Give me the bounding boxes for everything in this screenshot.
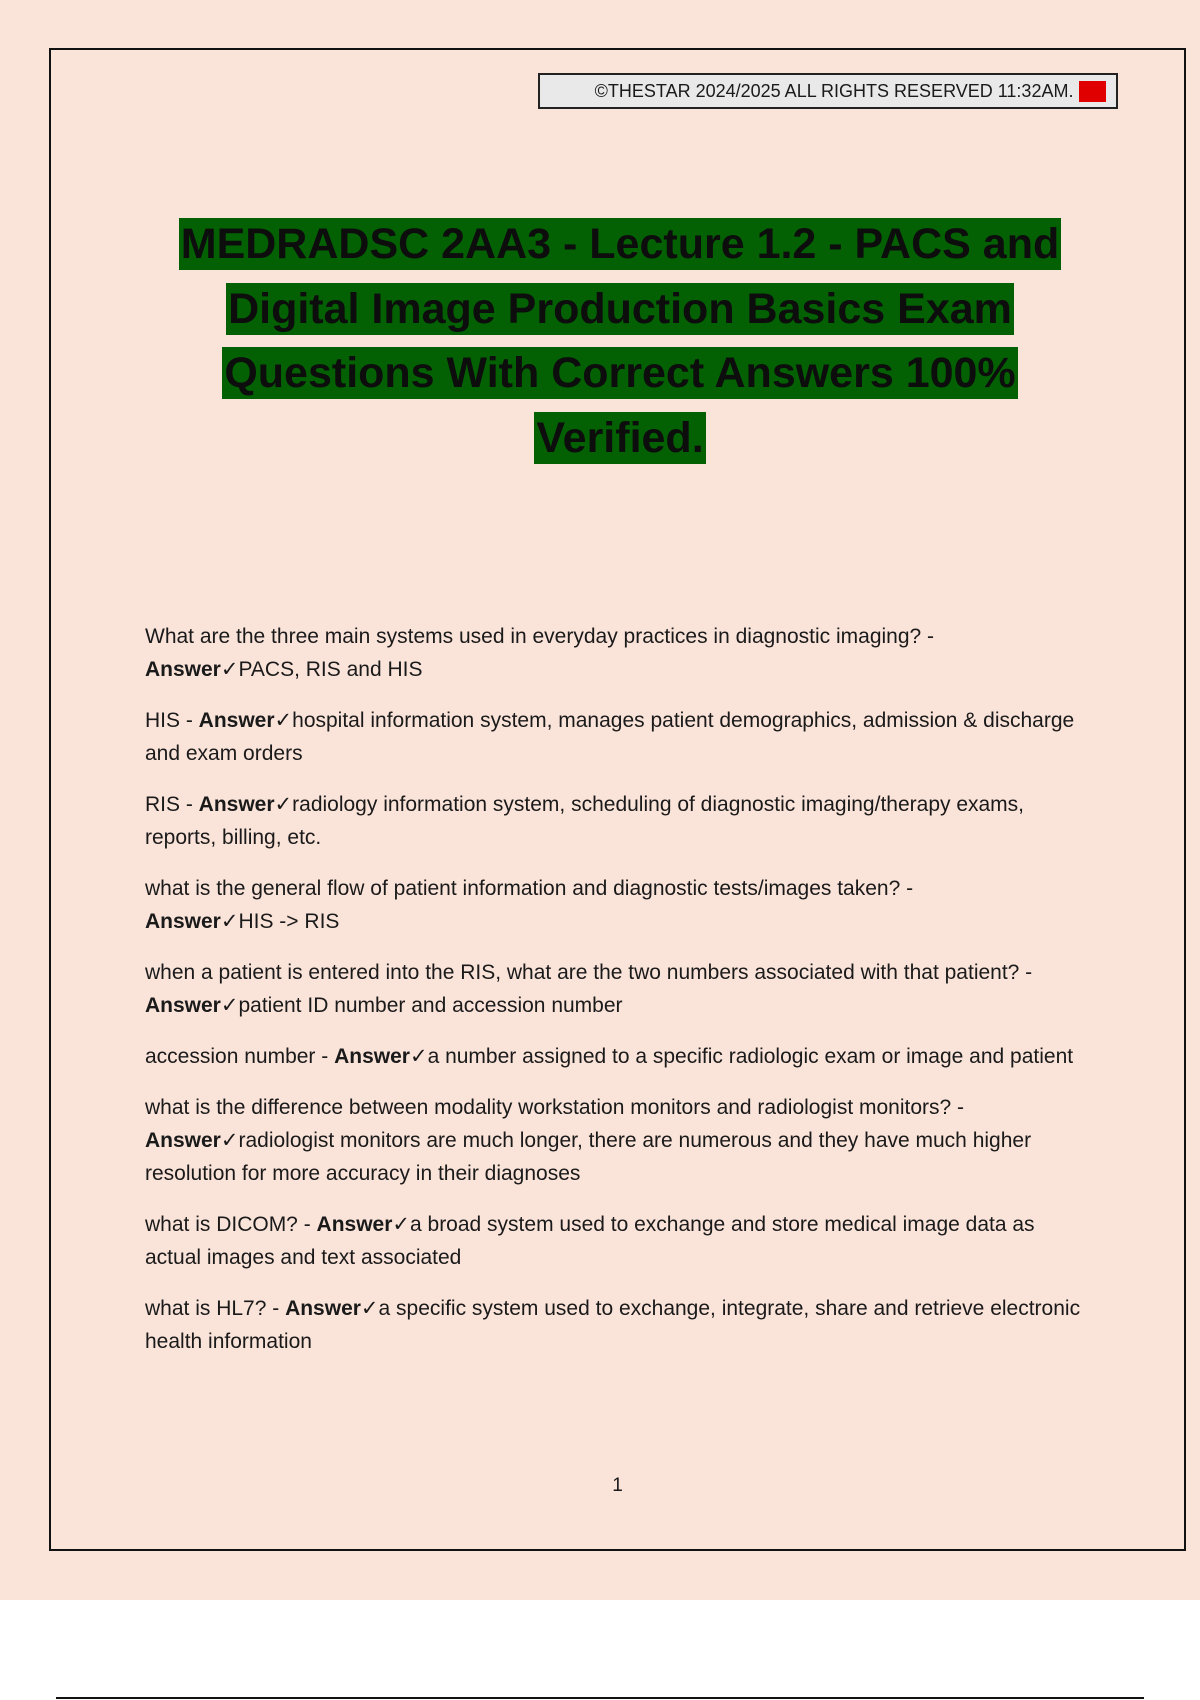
qa-item: [145, 1208, 1095, 1274]
qa-item: [145, 1292, 1095, 1358]
qa-item: [145, 704, 1095, 770]
qa-item: [145, 956, 1095, 1022]
question-text: what is the difference between modality workstation monitors and radiologist monitors? -: [145, 1096, 965, 1119]
title-line: MEDRADSC 2AA3 - Lecture 1.2 - PACS and: [180, 220, 1060, 268]
answer-marker: Answer✓: [198, 709, 293, 732]
answer-marker: Answer✓: [145, 910, 239, 933]
answer-marker: Answer✓: [285, 1297, 379, 1320]
qa-item: [145, 1040, 1095, 1073]
title-line: Digital Image Production Basics Exam: [228, 284, 1012, 333]
qa-item: [145, 1091, 1095, 1190]
page-number: 1: [612, 1475, 623, 1496]
copyright-text: ©THESTAR 2024/2025 ALL RIGHTS RESERVED 11:32AM.: [594, 80, 1074, 101]
question-text: accession number -: [145, 1045, 335, 1068]
question-text: What are the three main systems used in everyday practices in diagnostic imaging? -: [145, 625, 935, 648]
answer-text: radiology information system, scheduling of diagnostic imaging/therapy exams, reports, billing, etc.: [145, 793, 1025, 849]
question-text: HIS -: [145, 709, 199, 732]
question-text: when a patient is entered into the RIS, what are the two numbers associated with that patient? -: [145, 961, 1033, 984]
answer-text: patient ID number and accession number: [238, 994, 623, 1017]
question-text: what is the general flow of patient information and diagnostic tests/images taken? -: [145, 877, 914, 900]
answer-marker: Answer✓: [145, 1129, 239, 1152]
question-text: what is HL7? -: [145, 1297, 286, 1320]
qa-item: [145, 788, 1095, 854]
answer-text: a number assigned to a specific radiologic exam or image and patient: [427, 1045, 1074, 1068]
answer-text: a specific system used to exchange, integrate, share and retrieve electronic health information: [145, 1297, 1081, 1353]
qa-item: [145, 872, 1095, 938]
question-text: what is DICOM? -: [145, 1213, 317, 1236]
answer-marker: Answer✓: [316, 1213, 410, 1236]
answer-text: PACS, RIS and HIS: [238, 658, 423, 681]
grade-badge: A+: [1081, 80, 1104, 101]
question-text: RIS -: [145, 793, 199, 816]
bottom-divider: [56, 1697, 1144, 1699]
answer-text: HIS -> RIS: [238, 910, 340, 933]
title-line: Verified.: [536, 413, 704, 462]
copyright-notice: [538, 73, 1118, 109]
answer-marker: Answer✓: [145, 994, 239, 1017]
answer-text: radiologist monitors are much longer, there are numerous and they have much higher resolution for more accuracy in their diagnoses: [145, 1129, 1032, 1185]
document-title: [140, 212, 1100, 470]
answer-text: hospital information system, manages patient demographics, admission & discharge and exam orders: [145, 709, 1075, 765]
title-line: Questions With Correct Answers 100%: [224, 349, 1016, 397]
qa-item: [145, 620, 1095, 686]
answer-text: a broad system used to exchange and store medical image data as actual images and text associated: [145, 1213, 1035, 1269]
answer-marker: Answer✓: [198, 793, 293, 816]
qa-list: [145, 620, 1095, 1376]
answer-marker: Answer✓: [334, 1045, 428, 1068]
answer-marker: Answer✓: [145, 658, 239, 681]
